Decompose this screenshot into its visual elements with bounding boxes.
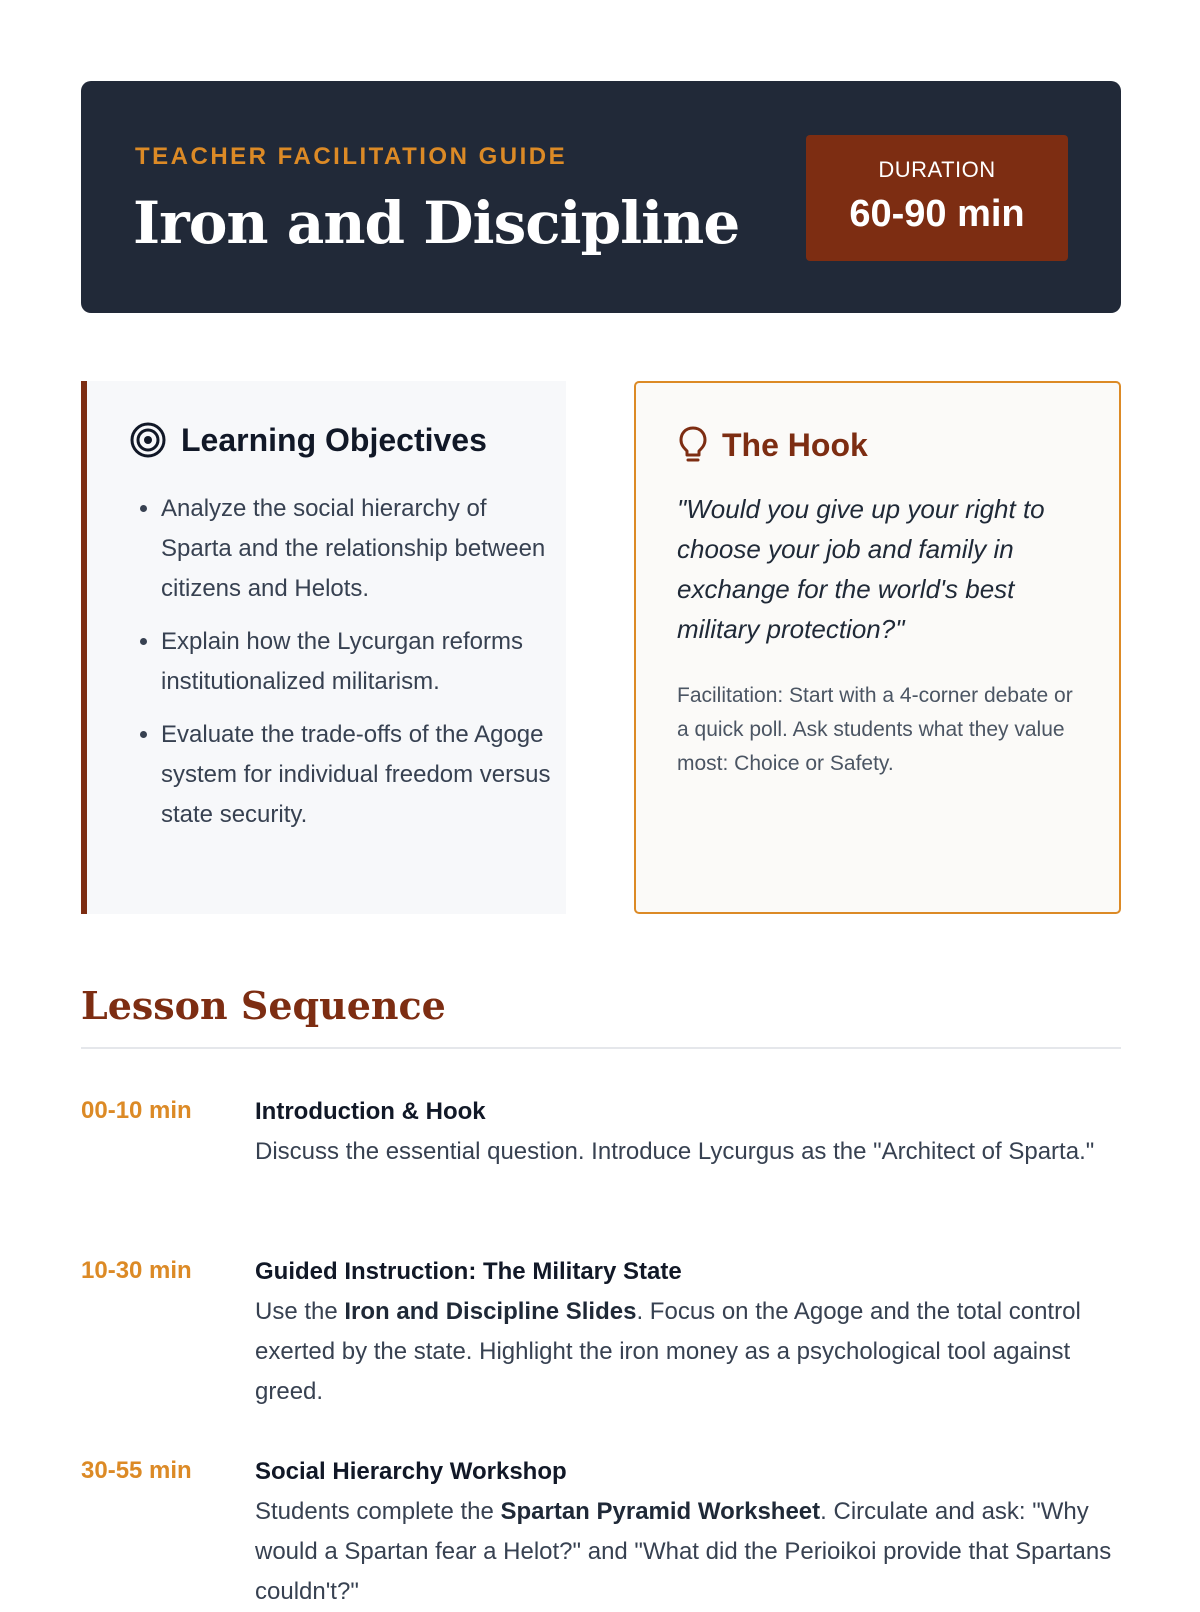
step-body: [255, 1257, 1121, 1412]
hook-card: [634, 381, 1121, 914]
header-banner: [81, 81, 1121, 313]
hook-quote: "Would you give up your right to choose your job and family in exchange for the world's best military protection?": [677, 494, 1045, 644]
learning-objectives-card: [81, 381, 566, 914]
page-title: Iron and Discipline: [133, 189, 740, 257]
objective-item: • Analyze the social hierarchy of Sparta and the relationship between citizens and Helots.: [161, 489, 561, 609]
step-title: Social Hierarchy Workshop: [255, 1458, 567, 1485]
worksheet-resource: Spartan Pyramid Worksheet: [500, 1498, 821, 1525]
guide-kicker: TEACHER FACILITATION GUIDE: [135, 143, 568, 170]
step-desc-text: Students complete the: [255, 1498, 501, 1525]
step-desc-text: . Focus on the Agoge and the total control exerted by the state. Highlight the iron money as a psychological tool against greed.: [255, 1298, 1081, 1405]
objectives-heading-text: Learning Objectives: [181, 421, 487, 458]
duration-value: 60-90 min: [849, 193, 1025, 235]
section-divider: [81, 1047, 1121, 1049]
step-body: [255, 1097, 1121, 1172]
objective-item: • Explain how the Lycurgan reforms institutionalized militarism.: [161, 622, 561, 702]
objectives-heading: [129, 421, 487, 459]
step-desc-text: . Circulate and ask: "Why would a Spartan fear a Helot?" and "What did the Perioikoi provide that Spartans couldn't?": [255, 1498, 1112, 1605]
lightbulb-icon: [678, 425, 708, 465]
step-description: [255, 1492, 1121, 1612]
lesson-sequence-heading: Lesson Sequence: [81, 983, 446, 1028]
duration-label: DURATION: [878, 157, 996, 182]
slides-resource: Iron and Discipline Slides: [344, 1298, 637, 1325]
step-description: Discuss the essential question. Introduce Lycurgus as the "Architect of Sparta.": [255, 1138, 1095, 1165]
step-title: Guided Instruction: The Military State: [255, 1258, 682, 1285]
hook-heading-text: The Hook: [722, 426, 868, 463]
hook-heading: [678, 425, 868, 465]
target-icon: [129, 421, 167, 459]
duration-badge: [806, 135, 1068, 261]
step-time: 10-30 min: [81, 1257, 192, 1284]
step-title: Introduction & Hook: [255, 1098, 486, 1125]
step-description: [255, 1292, 1121, 1412]
objective-item: • Evaluate the trade-offs of the Agoge system for individual freedom versus state security.: [161, 715, 561, 835]
step-desc-text: Use the: [255, 1298, 345, 1325]
step-time: 30-55 min: [81, 1457, 192, 1484]
step-body: [255, 1457, 1121, 1612]
hook-facilitation-note: Facilitation: Start with a 4-corner debate or a quick poll. Ask students what they value most: Choice or Safety.: [677, 684, 1073, 775]
step-time: 00-10 min: [81, 1097, 192, 1124]
objectives-list: [127, 489, 561, 848]
